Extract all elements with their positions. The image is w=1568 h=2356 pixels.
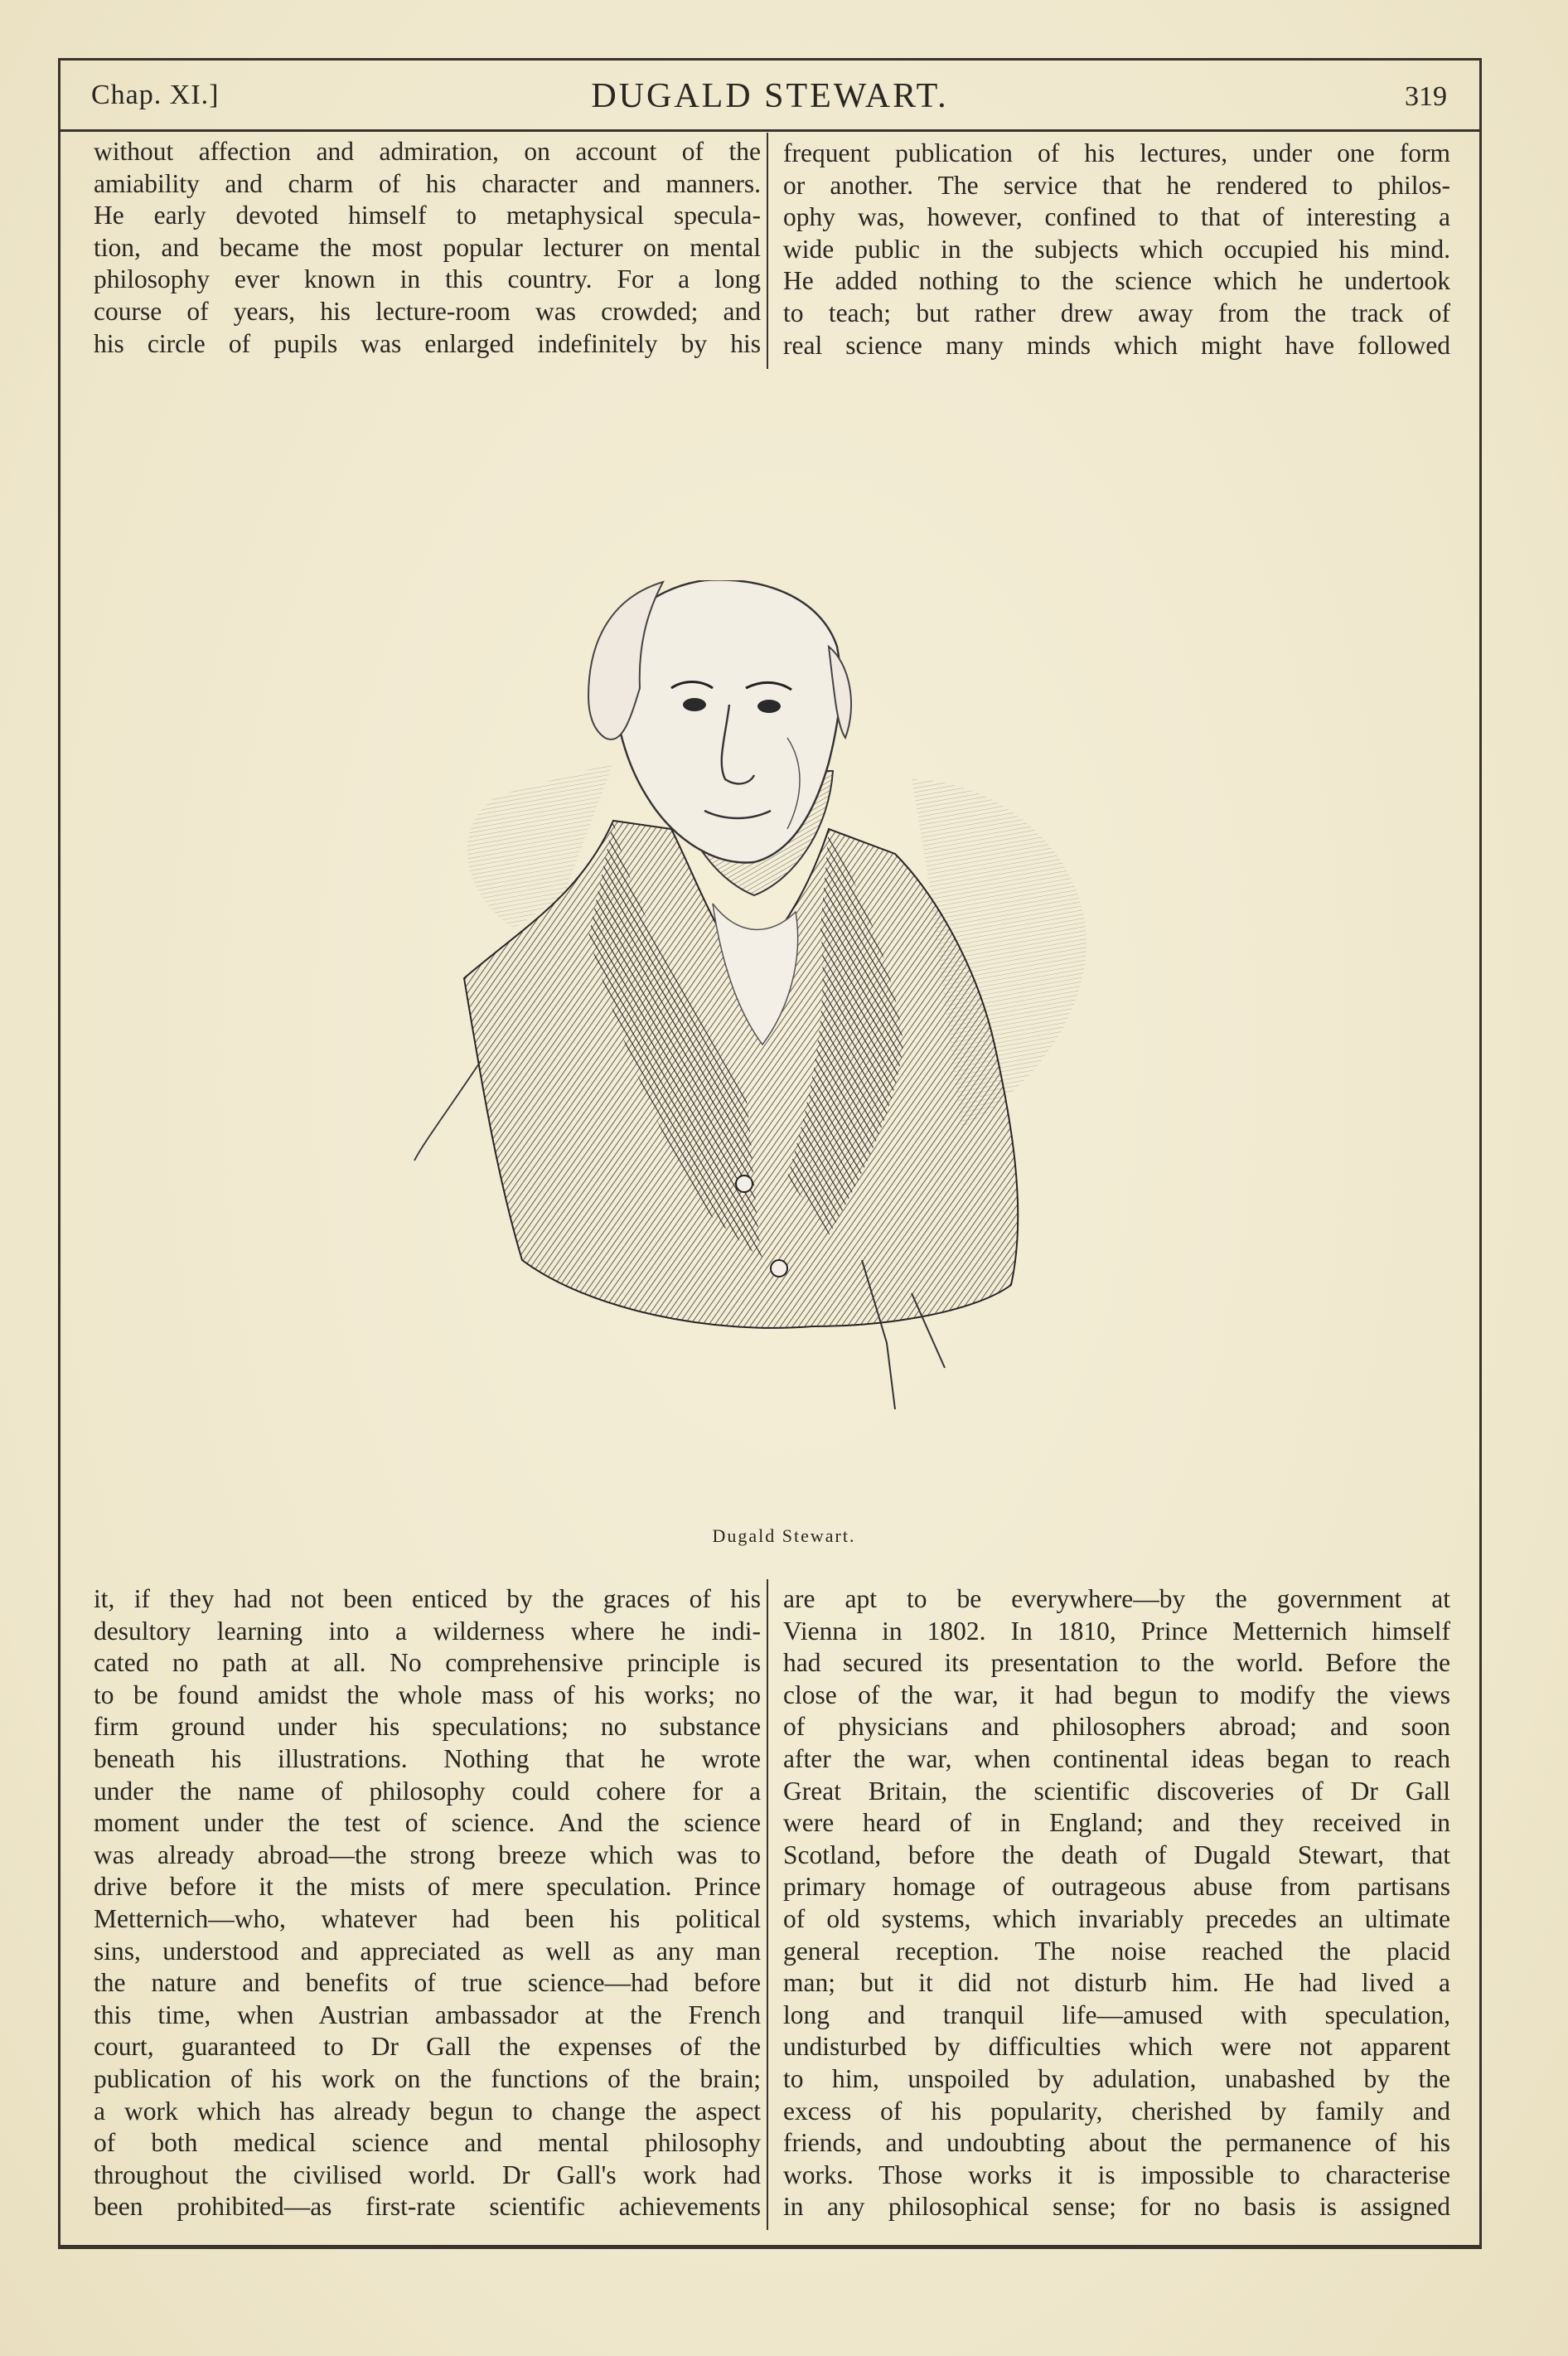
text-line: been prohibited—as first-rate scientific achievements xyxy=(94,2192,761,2222)
text-line: the nature and benefits of true science—had before xyxy=(94,1968,761,1998)
text-line: to him, unspoiled by adulation, unabashed by the xyxy=(783,2063,1450,2093)
text-line: works. Those works it is impossible to characterise xyxy=(783,2160,1450,2189)
text-line: long and tranquil life—amused with speculation, xyxy=(783,2000,1450,2029)
text-line: real science many minds which might have followed xyxy=(783,330,1450,360)
text-line: of both medical science and mental philosophy xyxy=(94,2128,761,2158)
running-header xyxy=(60,71,1480,132)
paragraph-top-right xyxy=(783,138,1450,361)
text-line: had secured its presentation to the world. Before the xyxy=(783,1648,1450,1678)
text-line: tion, and became the most popular lecturer on mental xyxy=(94,232,761,262)
text-line: to teach; but rather drew away from the track of xyxy=(783,298,1450,327)
text-line: ophy was, however, confined to that of interesting a xyxy=(783,202,1450,232)
text-line: was already abroad—the strong breeze which was to xyxy=(94,1840,761,1869)
paragraph-bottom-right xyxy=(783,1583,1450,2223)
text-line: wide public in the subjects which occupied his mind. xyxy=(783,234,1450,264)
text-line: amiability and charm of his character and manners. xyxy=(94,168,761,198)
text-line: cated no path at all. No comprehensive principle is xyxy=(94,1648,761,1678)
text-line: of old systems, which invariably precedes an ultimate xyxy=(783,1903,1450,1933)
text-line: under the name of philosophy could cohere for a xyxy=(94,1776,761,1806)
text-line: friends, and undoubting about the permanence of his xyxy=(783,2128,1450,2158)
text-line: after the war, when continental ideas began to reach xyxy=(783,1743,1450,1773)
text-line: publication of his work on the functions of the brain; xyxy=(94,2063,761,2093)
page-number: 319 xyxy=(1405,81,1447,112)
text-line: to be found amidst the whole mass of his works; no xyxy=(94,1680,761,1709)
portrait-engraving xyxy=(398,580,1119,1484)
text-line: or another. The service that he rendered to philos- xyxy=(783,170,1450,200)
text-line: beneath his illustrations. Nothing that he wrote xyxy=(94,1743,761,1773)
text-line: it, if they had not been enticed by the graces of his xyxy=(94,1584,761,1613)
text-line: without affection and admiration, on account of the xyxy=(94,137,761,166)
text-line: his circle of pupils was enlarged indefinitely by his xyxy=(94,328,761,358)
text-line: of physicians and philosophers abroad; and soon xyxy=(783,1712,1450,1742)
text-line: close of the war, it had begun to modify the views xyxy=(783,1680,1450,1709)
text-line: moment under the test of science. And the science xyxy=(94,1808,761,1838)
column-top-right xyxy=(783,138,1450,361)
text-line: frequent publication of his lectures, under one form xyxy=(783,138,1450,167)
chapter-label: Chap. XI.] xyxy=(91,80,220,110)
text-line: He early devoted himself to metaphysical specula- xyxy=(94,201,761,230)
text-line: desultory learning into a wilderness where he indi- xyxy=(94,1616,761,1646)
text-line: this time, when Austrian ambassador at the French xyxy=(94,2000,761,2029)
paragraph-top-left xyxy=(94,136,761,360)
text-line: drive before it the mists of mere speculation. Prince xyxy=(94,1872,761,1902)
text-line: philosophy ever known in this country. For a long xyxy=(94,264,761,294)
text-line: a work which has already begun to change the aspect xyxy=(94,2096,761,2126)
column-divider-bottom xyxy=(767,1579,768,2230)
text-line: He added nothing to the science which he undertook xyxy=(783,266,1450,296)
portrait-caption: Dugald Stewart. xyxy=(712,1525,856,1546)
text-line: court, guaranteed to Dr Gall the expenses of the xyxy=(94,2032,761,2062)
text-line: sins, understood and appreciated as well as any man xyxy=(94,1936,761,1966)
column-bottom-right xyxy=(783,1583,1450,2223)
running-title: DUGALD STEWART. xyxy=(591,77,949,115)
text-line: Vienna in 1802. In 1810, Prince Metternich himself xyxy=(783,1616,1450,1646)
text-line: Scotland, before the death of Dugald Stewart, that xyxy=(783,1840,1450,1869)
text-line: were heard of in England; and they received in xyxy=(783,1808,1450,1838)
text-line: primary homage of outrageous abuse from partisans xyxy=(783,1872,1450,1902)
column-divider-top xyxy=(767,133,768,369)
paragraph-bottom-left xyxy=(94,1583,761,2223)
text-line: general reception. The noise reached the placid xyxy=(783,1936,1450,1966)
footer-rule xyxy=(60,2245,1480,2247)
text-line: course of years, his lecture-room was crowded; and xyxy=(94,296,761,326)
column-top-left xyxy=(94,136,761,360)
text-line: undisturbed by difficulties which were not apparent xyxy=(783,2032,1450,2062)
text-line: in any philosophical sense; for no basis is assigned xyxy=(783,2192,1450,2222)
text-line: throughout the civilised world. Dr Gall's work had xyxy=(94,2160,761,2189)
text-line: man; but it did not disturb him. He had lived a xyxy=(783,1968,1450,1998)
text-line: are apt to be everywhere—by the government at xyxy=(783,1584,1450,1613)
text-line: Metternich—who, whatever had been his political xyxy=(94,1903,761,1933)
text-line: Great Britain, the scientific discoveries of Dr Gall xyxy=(783,1776,1450,1806)
text-line: excess of his popularity, cherished by family and xyxy=(783,2096,1450,2126)
column-bottom-left xyxy=(94,1583,761,2223)
text-line: firm ground under his speculations; no substance xyxy=(94,1712,761,1742)
